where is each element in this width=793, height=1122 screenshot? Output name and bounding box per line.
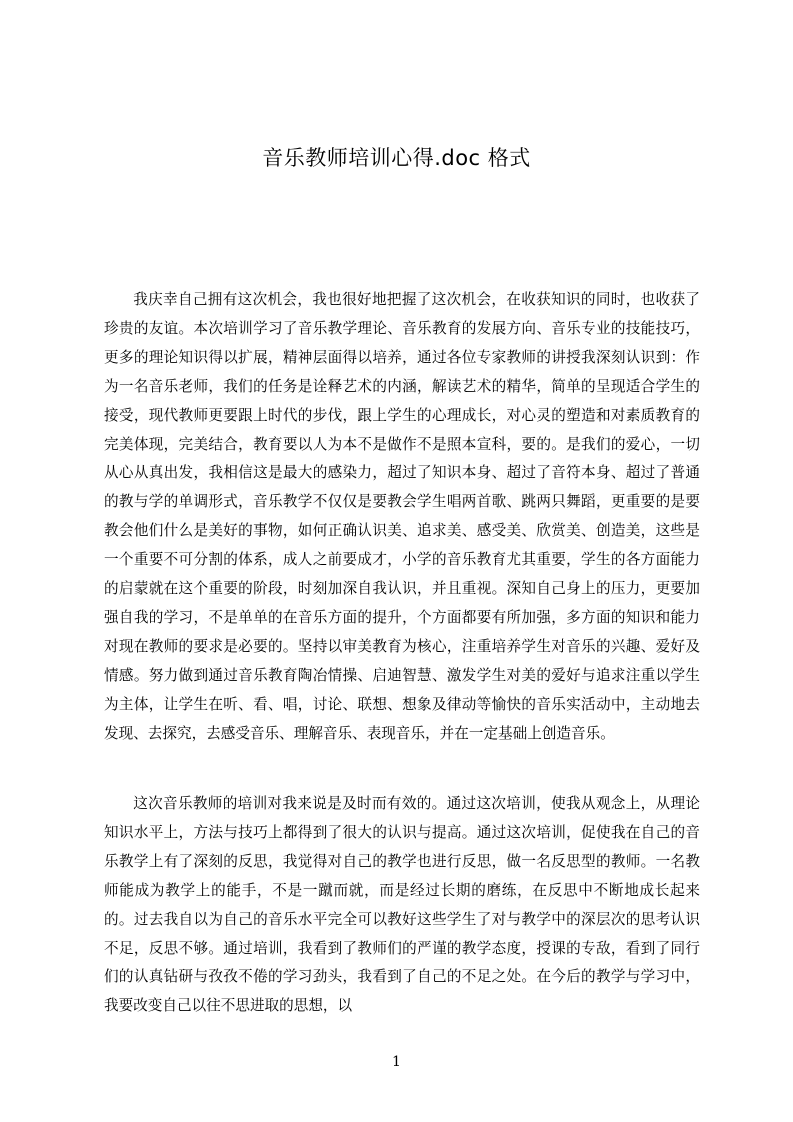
document-title: 音乐教师培训心得.doc 格式	[262, 146, 531, 170]
page-number: 1	[392, 1054, 401, 1070]
paragraph: 这次音乐教师的培训对我来说是及时而有效的。通过这次培训，使我从观念上，从理论知识水平上，方法与技巧上都得到了很大的认识与提高。通过这次培训，促使我在自己的音乐教学上有了深刻的反思，我觉得对自己的教学也进行反思，做一名反思型的教师。一名教师能成为教学上的能手，不是一蹴而就，而是经过长期的磨练，在反思中不断地成长起来的。过去我自以为自己的音乐水平完全可以教好这些学生了对与教学中的深层次的思考认识不足，反思不够。通过培训，我看到了教师们的严谨的教学态度，授课的专敌，看到了同行们的认真钻研与孜孜不倦的学习劲头，我看到了自己的不足之处。在今后的教学与学习中，我要改变自己以往不思进取的思想，以	[104, 795, 700, 1015]
paragraph: 我庆幸自己拥有这次机会，我也很好地把握了这次机会，在收获知识的同时，也收获了珍贵的友谊。本次培训学习了音乐教学理论、音乐教育的发展方向、音乐专业的技能技巧，更多的理论知识得以扩展，精神层面得以培养，通过各位专家教师的讲授我深刻认识到：作为一名音乐老师，我们的任务是诠释艺术的内涵，解读艺术的精华，简单的呈现适合学生的接受，现代教师更要跟上时代的步伐，跟上学生的心理成长，对心灵的塑造和对素质教育的完美体现，完美结合，教育要以人为本不是做作不是照本宣科，要的。是我们的爱心，一切从心从真出发，我相信这是最大的感染力，超过了知识本身、超过了音符本身、超过了普通的教与学的单调形式，音乐教学不仅仅是要教会学生唱两首歌、跳两只舞蹈，更重要的是要教会他们什么是美好的事物，如何正确认识美、追求美、感受美、欣赏美、创造美，这些是一个重要不可分割的体系，成人之前要成才，小学的音乐教育尤其重要，学生的各方面能力的启蒙就在这个重要的阶段，时刻加深自我认识，并且重视。深知自己身上的压力，更要加强自我的学习，不是单单的在音乐方面的提升，个方面都要有所加强，多方面的知识和能力对现在教师的要求是必要的。坚持以审美教育为核心，注重培养学生对音乐的兴趣、爱好及情感。努力做到通过音乐教育陶冶情操、启迪智慧、激发学生对美的爱好与追求注重以学生为主体，让学生在听、看、唱，讨论、联想、想象及律动等愉快的音乐实活动中，主动地去发现、去探究，去感受音乐、理解音乐、表现音乐，并在一定基础上创造音乐。	[104, 291, 700, 742]
